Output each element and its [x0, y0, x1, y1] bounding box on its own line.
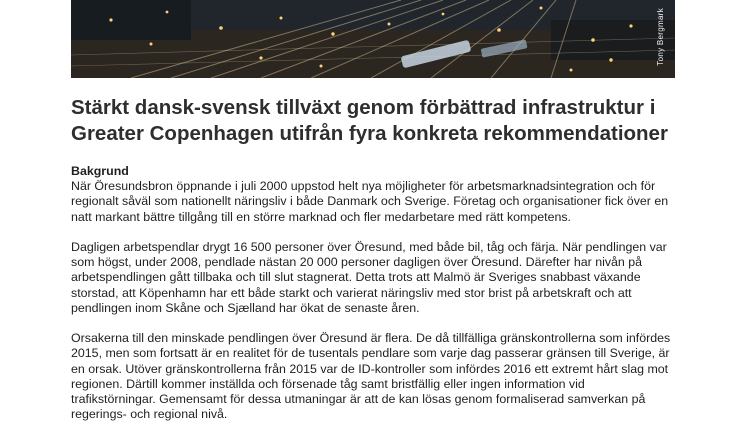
photo-credit: Tony Bergmark: [656, 8, 665, 66]
article-body: [71, 164, 671, 438]
paragraph: Orsakerna till den minskade pendlingen över Öresund är flera. De då tillfälliga gränskontrollerna som infördes 2015, men som fortsatt är en realitet för de tusentals pendlare som varje dag passerar gränsen till Sverige, är en orsak. Utöver gränskontrollerna från 2015 var de ID-kontroller som infördes 2016 ett extremt hårt slag mot regionen. Därtill kommer inställda och försenade tåg samt bristfällig eller ingen information vid trafikstörningar. Gemensamt för dessa utmaningar är att de kan lösas genom formaliserad samverkan på regerings- och regional nivå.: [71, 331, 671, 422]
railway-yard-photo: [71, 0, 675, 78]
hero-image: [71, 0, 675, 78]
paragraph: När Öresundsbron öppnande i juli 2000 uppstod helt nya möjligheter för arbetsmarknadsintegration och för regionalt såväl som nationellt näringsliv i både Danmark och Sverige. Företag och organisationer fick över en natt markant bättre tillgång till en större marknad och fler medarbetare med rätt kompetens.: [71, 179, 669, 224]
paragraph: Dagligen arbetspendlar drygt 16 500 personer över Öresund, med både bil, tåg och färja. När pendlingen var som högst, under 2008, pendlade nästan 20 000 personer dagligen över Öresund. Därefter har nivån på arbetspendlingen gått tillbaka och till slut stagnerat. Detta trots att Malmö är Sveriges snabbast växande storstad, att Köpenhamn har ett både starkt och varierat näringsliv med stor brist på arbetskraft och att pendlingen inom Skåne och Sjælland har ökat de senaste åren.: [71, 240, 667, 315]
section-heading: Bakgrund: [71, 164, 129, 178]
article-title: Stärkt dansk-svensk tillväxt genom förbättrad infrastruktur i Greater Copenhagen utifrån fyra konkreta rekommendationer: [71, 96, 668, 145]
